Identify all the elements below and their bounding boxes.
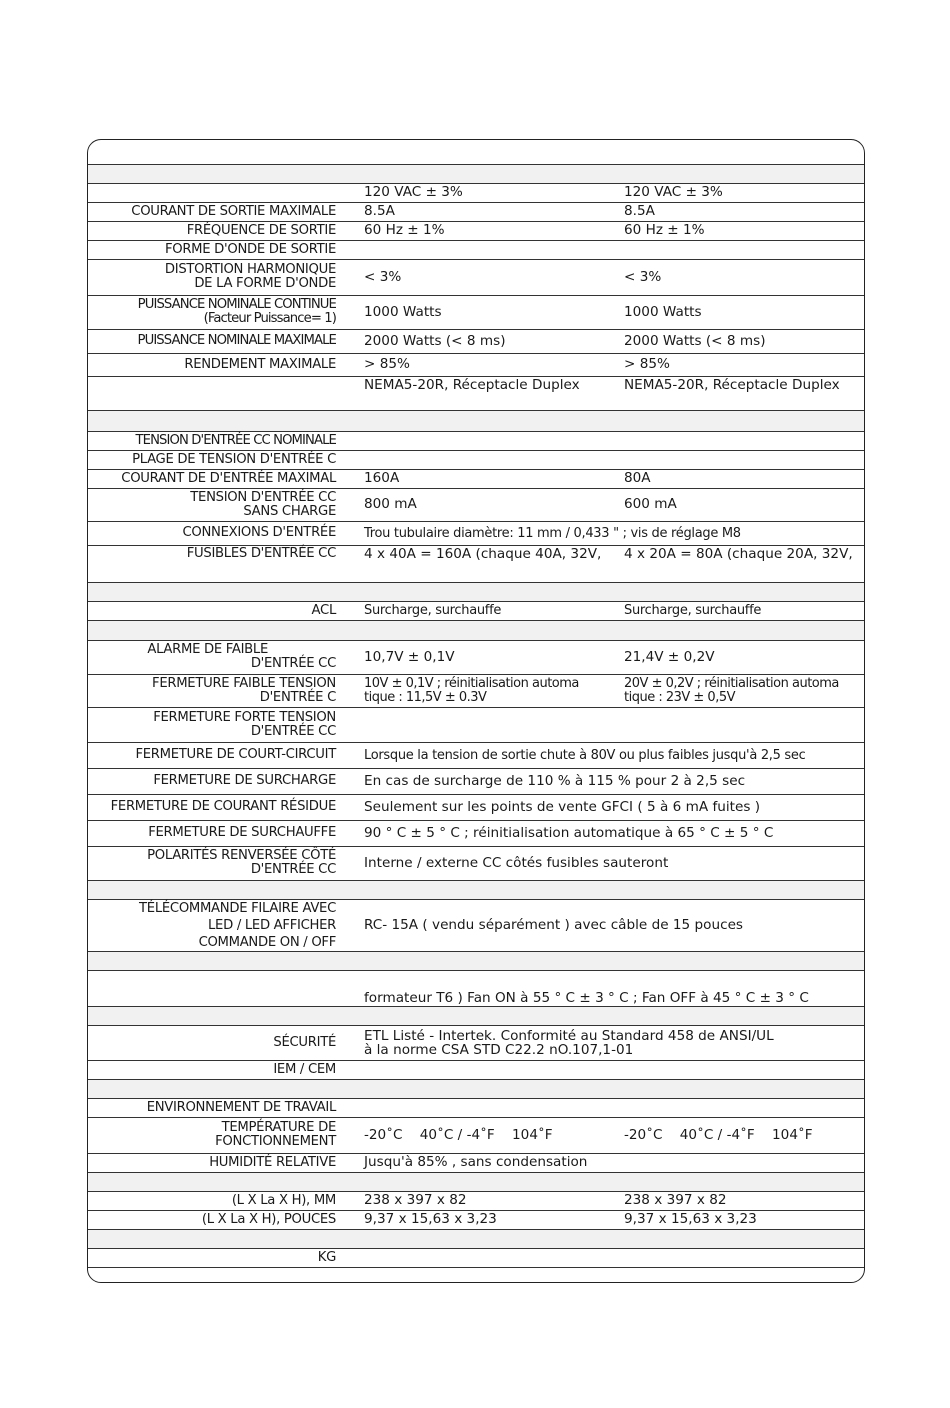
- cell-model-2: 1000 Watts: [624, 303, 702, 320]
- cell-model-2: [624, 674, 864, 707]
- row-label-line: TÉLÉCOMMANDE FILAIRE AVEC: [139, 900, 336, 916]
- cell-both-models: [364, 1025, 864, 1060]
- row-label-line: PUISSANCE NOMINALE CONTINUE: [137, 297, 336, 312]
- table-row: [88, 259, 864, 295]
- table-row: [88, 640, 864, 674]
- cell-model-2: 600 mA: [624, 496, 677, 512]
- row-label-line: FONCTIONNEMENT: [215, 1134, 336, 1149]
- row-label-line: D'ENTRÉE C: [259, 689, 336, 705]
- row-label: COURANT DE D'ENTRÉE MAXIMAL: [121, 470, 336, 486]
- cell-model-1: 4 x 40A = 160A (chaque 40A, 32V,: [364, 546, 602, 562]
- row-label-line: D'ENTRÉE CC: [250, 862, 336, 877]
- row-label: [90, 640, 336, 674]
- row-label: (L X La X H), POUCES: [201, 1211, 336, 1227]
- cell-model-2: 4 x 20A = 80A (chaque 20A, 32V,: [624, 546, 853, 562]
- row-label-line: FERMETURE FORTE TENSION: [153, 709, 336, 725]
- cell-model-1: Surcharge, surchauffe: [364, 603, 502, 618]
- row-label-line: TEMPÉRATURE DE: [221, 1120, 336, 1135]
- section-band: [88, 1079, 864, 1098]
- cell-both-models: Lorsque la tension de sortie chute à 80V ou plus faibles jusqu'à 2,5 sec: [364, 747, 806, 763]
- row-label-line: SANS CHARGE: [243, 503, 336, 519]
- table-row: [88, 794, 864, 820]
- table-row: [88, 450, 864, 469]
- row-label: HUMIDITÉ RELATIVE: [209, 1154, 336, 1170]
- cell-model-2: Surcharge, surchauffe: [624, 603, 762, 618]
- table-row: [88, 521, 864, 545]
- row-label: ENVIRONNEMENT DE TRAVAIL: [146, 1099, 336, 1115]
- table-row: [88, 707, 864, 742]
- row-label: IEM / CEM: [273, 1061, 336, 1077]
- table-row: [88, 970, 864, 1006]
- section-band: [88, 164, 864, 183]
- table-row: [88, 329, 864, 353]
- table-row: [88, 221, 864, 240]
- table-row: [88, 742, 864, 768]
- cell-model-2: 9,37 x 15,63 x 3,23: [624, 1211, 757, 1227]
- row-label: FRÉQUENCE DE SORTIE: [186, 222, 336, 238]
- table-row: [88, 431, 864, 450]
- row-label: FERMETURE DE COURANT RÉSIDUE: [110, 799, 336, 814]
- cell-model-2: 238 x 397 x 82: [624, 1192, 727, 1208]
- cell-model-1: 10,7V ± 0,1V: [364, 648, 455, 665]
- table-row: [88, 674, 864, 707]
- cell-model-1: 9,37 x 15,63 x 3,23: [364, 1211, 497, 1227]
- section-band: [88, 1006, 864, 1025]
- cell-model-2: > 85%: [624, 356, 670, 372]
- row-label: CONNEXIONS D'ENTRÉE: [182, 525, 336, 540]
- row-label-line: DISTORTION HARMONIQUE: [164, 262, 336, 277]
- cell-both-models: formateur T6 ) Fan ON à 55 ° C ± 3 ° C ; Fan OFF à 45 ° C ± 3 ° C: [364, 990, 809, 1006]
- row-label-line: ALARME DE FAIBLE: [147, 642, 268, 657]
- row-label: PLAGE DE TENSION D'ENTRÉE C: [132, 451, 336, 467]
- cell-model-1: 160A: [364, 470, 400, 486]
- row-label: [90, 295, 336, 329]
- cell-model-1: 2000 Watts (< 8 ms): [364, 332, 506, 349]
- cell-model-2: 2000 Watts (< 8 ms): [624, 332, 766, 349]
- table-row: [88, 1153, 864, 1172]
- table-row: [88, 545, 864, 582]
- table-row: [88, 1191, 864, 1210]
- table-row: [88, 1060, 864, 1079]
- row-label: FERMETURE DE SURCHAUFFE: [148, 825, 336, 840]
- table-row: [88, 1117, 864, 1153]
- table-row: [88, 376, 864, 410]
- row-label-line: FERMETURE FAIBLE TENSION: [152, 675, 336, 691]
- cell-model-2: -20˚C 40˚C / -4˚F 104˚F: [624, 1126, 813, 1143]
- row-label-line: D'ENTRÉE CC: [250, 723, 336, 739]
- row-label: FERMETURE DE COURT-CIRCUIT: [135, 747, 336, 762]
- cell-model-2: 120 VAC ± 3%: [624, 184, 723, 200]
- cell-model-2: < 3%: [624, 268, 662, 285]
- row-label: KG: [317, 1249, 336, 1265]
- cell-model-2: 80A: [624, 470, 651, 486]
- row-label-line: DE LA FORME D'ONDE: [194, 276, 336, 291]
- row-label: [90, 1117, 336, 1153]
- section-band: [88, 1229, 864, 1248]
- cell-model-2: 8.5A: [624, 203, 655, 219]
- cell-both-models: Trou tubulaire diamètre: 11 mm / 0,433 " ; vis de réglage M8: [364, 525, 741, 541]
- row-label: TENSION D'ENTRÉE CC NOMINALE: [135, 432, 336, 448]
- cell-model-1: > 85%: [364, 356, 410, 372]
- section-band: [88, 1172, 864, 1191]
- row-label: FUSIBLES D'ENTRÉE CC: [186, 546, 336, 561]
- section-band: [88, 951, 864, 970]
- cell-model-2: NEMA5-20R, Réceptacle Duplex: [624, 377, 840, 393]
- cell-both-models: RC- 15A ( vendu séparément ) avec câble de 15 pouces: [364, 916, 744, 933]
- section-band: [88, 880, 864, 899]
- table-row: [88, 820, 864, 846]
- row-label: [90, 674, 336, 707]
- cell-model-1: 8.5A: [364, 203, 395, 219]
- row-label: [90, 899, 336, 951]
- cell-both-models: Interne / externe CC côtés fusibles sauteront: [364, 854, 669, 871]
- cell-model-1: 1000 Watts: [364, 303, 442, 320]
- row-label: [90, 846, 336, 880]
- table-row: [88, 488, 864, 521]
- cell-model-1: 238 x 397 x 82: [364, 1192, 467, 1208]
- row-label: SÉCURITÉ: [273, 1034, 336, 1050]
- cell-line: tique : 23V ± 0,5V: [624, 689, 736, 705]
- table-row: [88, 240, 864, 259]
- row-label-line: POLARITÉS RENVERSÉE CÔTÉ: [147, 848, 336, 863]
- row-label: FORME D'ONDE DE SORTIE: [164, 241, 336, 257]
- table-row: [88, 183, 864, 202]
- cell-model-1: < 3%: [364, 268, 402, 285]
- row-label: ACL: [311, 602, 336, 618]
- row-label: FERMETURE DE SURCHARGE: [153, 773, 336, 788]
- table-row: [88, 1248, 864, 1267]
- table-row: [88, 846, 864, 880]
- cell-line: à la norme CSA STD C22.2 nO.107,1-01: [364, 1041, 634, 1058]
- cell-line: tique : 11,5V ± 0.3V: [364, 689, 487, 705]
- row-label: [90, 488, 336, 521]
- table-row: [88, 601, 864, 620]
- cell-line: ETL Listé - Intertek. Conformité au Standard 458 de ANSI/UL: [364, 1027, 774, 1044]
- cell-model-1: 60 Hz ± 1%: [364, 222, 445, 238]
- table-row: [88, 1098, 864, 1117]
- table-row: [88, 469, 864, 488]
- row-label: PUISSANCE NOMINALE MAXIMALE: [137, 333, 336, 348]
- cell-both-models: Jusqu'à 85% , sans condensation: [364, 1154, 588, 1170]
- row-label-line: (Facteur Puissance= 1): [203, 311, 336, 326]
- cell-model-1: [364, 674, 622, 707]
- row-label-line: D'ENTRÉE CC: [250, 656, 336, 671]
- row-label: (L X La X H), MM: [231, 1192, 336, 1208]
- table-row: [88, 353, 864, 376]
- row-label: [90, 707, 336, 742]
- section-band: [88, 582, 864, 601]
- cell-line: 20V ± 0,2V ; réinitialisation automa: [624, 675, 839, 691]
- cell-model-1: 800 mA: [364, 496, 417, 512]
- cell-model-1: NEMA5-20R, Réceptacle Duplex: [364, 377, 580, 393]
- row-label: RENDEMENT MAXIMALE: [184, 356, 336, 372]
- table-row: [88, 202, 864, 221]
- cell-model-1: -20˚C 40˚C / -4˚F 104˚F: [364, 1126, 553, 1143]
- table-row: [88, 899, 864, 951]
- row-label: [90, 259, 336, 295]
- cell-model-2: 21,4V ± 0,2V: [624, 648, 715, 665]
- cell-model-2: 60 Hz ± 1%: [624, 222, 705, 238]
- cell-both-models: Seulement sur les points de vente GFCI ( 5 à 6 mA fuites ): [364, 798, 761, 815]
- table-row: [88, 295, 864, 329]
- row-label-line: TENSION D'ENTRÉE CC: [190, 489, 336, 505]
- table-row: [88, 1025, 864, 1060]
- cell-both-models: 90 ° C ± 5 ° C ; réinitialisation automatique à 65 ° C ± 5 ° C: [364, 824, 774, 841]
- cell-line: 10V ± 0,1V ; réinitialisation automa: [364, 675, 579, 691]
- row-label-line: COMMANDE ON / OFF: [198, 934, 336, 950]
- section-band: [88, 410, 864, 431]
- section-band: [88, 620, 864, 640]
- row-label-line: LED / LED AFFICHER: [208, 917, 336, 933]
- table-row: [88, 768, 864, 794]
- cell-model-1: 120 VAC ± 3%: [364, 184, 463, 200]
- specifications-table: [87, 139, 865, 1283]
- row-label: COURANT DE SORTIE MAXIMALE: [131, 203, 336, 219]
- cell-both-models: En cas de surcharge de 110 % à 115 % pour 2 à 2,5 sec: [364, 772, 746, 789]
- table-row: [88, 1210, 864, 1229]
